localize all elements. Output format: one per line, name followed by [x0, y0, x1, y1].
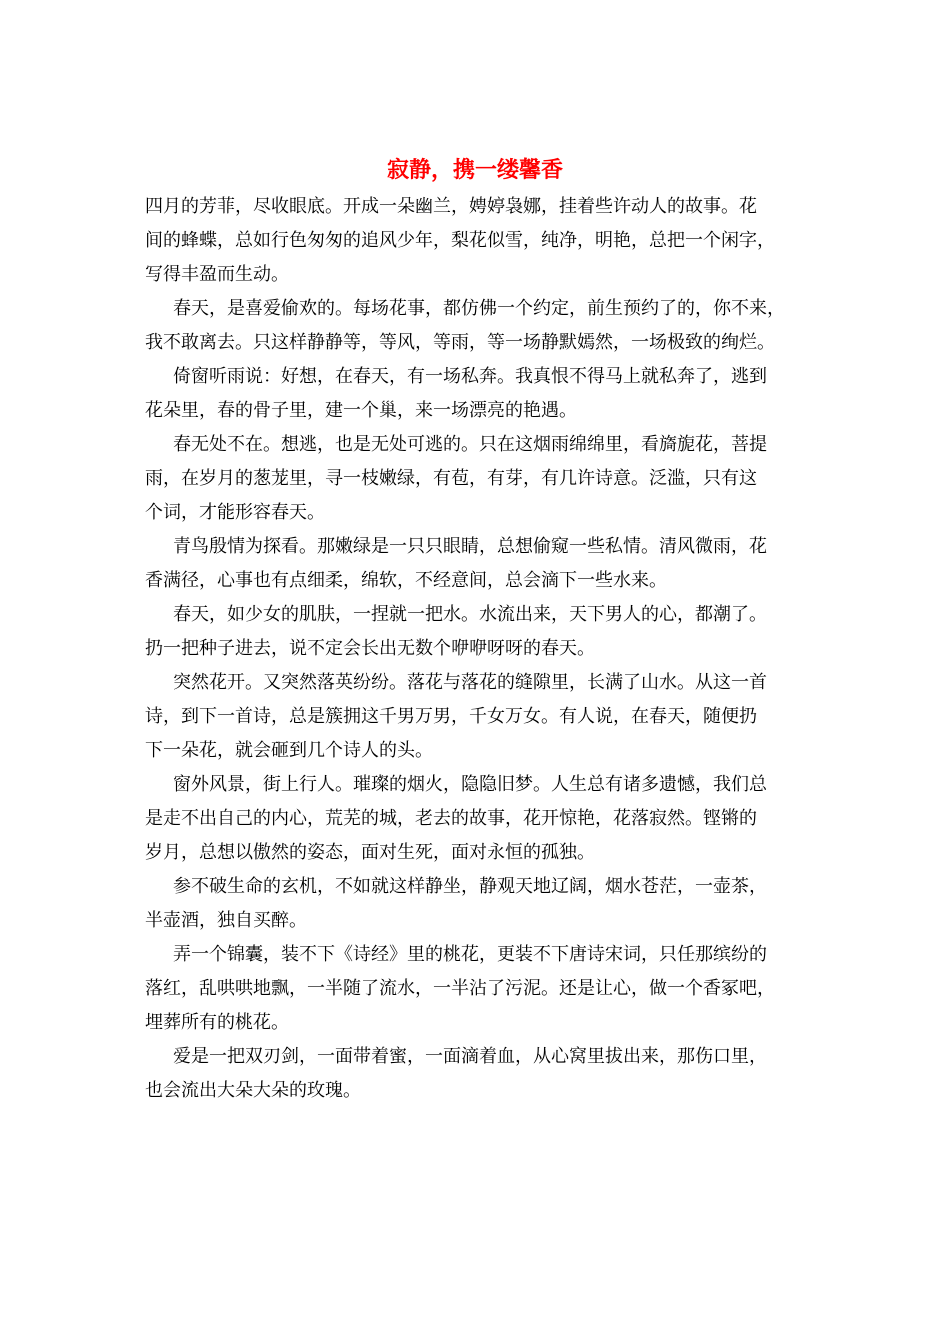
paragraph-line: 窗外风景，街上行人。璀璨的烟火，隐隐旧梦。人生总有诸多遗憾，我们总 [173, 774, 767, 795]
paragraph-line: 弄一个锦囊，装不下《诗经》里的桃花，更装不下唐诗宋词，只任那缤纷的 [173, 944, 767, 965]
paragraph [145, 530, 810, 598]
paragraph [145, 768, 810, 870]
paragraph-line: 突然花开。又突然落英纷纷。落花与落花的缝隙里，长满了山水。从这一首 [173, 672, 767, 693]
paragraph-line: 埋葬所有的桃花。 [145, 1012, 289, 1033]
paragraph-line: 间的蜂蝶，总如行色匆匆的追风少年，梨花似雪，纯净，明艳，总把一个闲字， [145, 230, 775, 251]
paragraph-line: 春天，如少女的肌肤，一捏就一把水。水流出来，天下男人的心，都潮了。 [173, 604, 767, 625]
paragraph-line: 倚窗听雨说：好想，在春天，有一场私奔。我真恨不得马上就私奔了，逃到 [173, 366, 767, 387]
paragraph-line: 四月的芳菲，尽收眼底。开成一朵幽兰，娉婷袅娜，挂着些许动人的故事。花 [145, 196, 757, 217]
document-body [145, 190, 810, 1108]
paragraph [145, 428, 810, 530]
paragraph [145, 938, 810, 1040]
paragraph-line: 香满径，心事也有点细柔，绵软，不经意间，总会滴下一些水来。 [145, 570, 667, 591]
paragraph-line: 花朵里，春的骨子里，建一个巢，来一场漂亮的艳遇。 [145, 400, 577, 421]
paragraph-line: 参不破生命的玄机，不如就这样静坐，静观天地辽阔，烟水苍茫，一壶茶， [173, 876, 767, 897]
paragraph-line: 写得丰盈而生动。 [145, 264, 289, 285]
paragraph-line: 个词，才能形容春天。 [145, 502, 325, 523]
paragraph [145, 360, 810, 428]
paragraph-line: 春天，是喜爱偷欢的。每场花事，都仿佛一个约定，前生预约了的，你不来， [173, 298, 785, 319]
paragraph-line: 诗，到下一首诗，总是簇拥这千男万男，千女万女。有人说，在春天，随便扔 [145, 706, 757, 727]
paragraph-line: 也会流出大朵大朵的玫瑰。 [145, 1080, 361, 1101]
paragraph-line: 落红，乱哄哄地飘，一半随了流水，一半沾了污泥。还是让心，做一个香冢吧， [145, 978, 775, 999]
paragraph-line: 青鸟殷情为探看。那嫩绿是一只只眼睛，总想偷窥一些私情。清风微雨，花 [173, 536, 767, 557]
paragraph-line: 爱是一把双刃剑，一面带着蜜，一面滴着血，从心窝里拔出来，那伤口里， [173, 1046, 767, 1067]
paragraph-line: 扔一把种子进去，说不定会长出无数个咿咿呀呀的春天。 [145, 638, 595, 659]
paragraph [145, 1040, 810, 1108]
paragraph-line: 半壶酒，独自买醉。 [145, 910, 307, 931]
paragraph-line: 岁月，总想以傲然的姿态，面对生死，面对永恒的孤独。 [145, 842, 595, 863]
paragraph-line: 下一朵花，就会砸到几个诗人的头。 [145, 740, 433, 761]
paragraph [145, 292, 810, 360]
document-title: 寂静，携一缕馨香 [386, 157, 563, 183]
paragraph [145, 598, 810, 666]
paragraph [145, 666, 810, 768]
paragraph-line: 春无处不在。想逃，也是无处可逃的。只在这烟雨绵绵里，看旖旎花，菩提 [173, 434, 767, 455]
paragraph [145, 190, 810, 292]
paragraph-line: 是走不出自己的内心，荒芜的城，老去的故事，花开惊艳，花落寂然。铿锵的 [145, 808, 757, 829]
paragraph-line: 我不敢离去。只这样静静等，等风，等雨，等一场静默嫣然，一场极致的绚烂。 [145, 332, 775, 353]
paragraph-line: 雨，在岁月的葱茏里，寻一枝嫩绿，有苞，有芽，有几许诗意。泛滥，只有这 [145, 468, 757, 489]
paragraph [145, 870, 810, 938]
